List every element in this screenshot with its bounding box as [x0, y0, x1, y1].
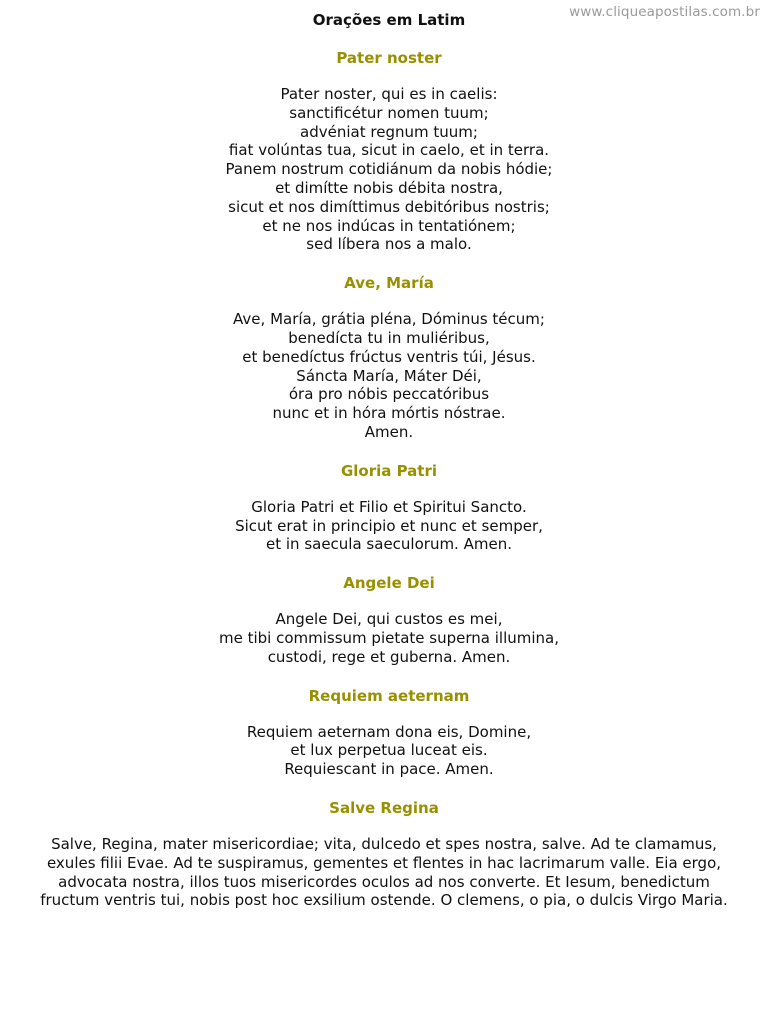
prayer-line: Ave, María, grátia pléna, Dóminus técum;	[233, 310, 545, 329]
prayer-line: et benedíctus frúctus ventris túi, Jésus.	[242, 347, 536, 366]
prayer-line: Panem nostrum cotidiánum da nobis hódie;	[225, 160, 553, 179]
prayer-line: Salve, Regina, mater misericordiae; vita, dulcedo et spes nostra, salve. Ad te clamamus,	[51, 834, 717, 853]
prayer-line: sed líbera nos a malo.	[306, 235, 472, 254]
prayer-line: sicut et nos dimíttimus debitóribus nostris;	[228, 197, 550, 216]
prayer-line: óra pro nóbis peccatóribus	[288, 385, 490, 404]
prayer-line: et lux perpetua luceat eis.	[290, 741, 488, 760]
section-heading: Requiem aeternam	[308, 686, 470, 705]
prayer-line: Requiem aeternam dona eis, Domine,	[246, 722, 532, 741]
section-heading: Gloria Patri	[340, 461, 438, 480]
prayer-line: sanctificétur nomen tuum;	[289, 103, 489, 122]
section-gloria-patri	[0, 461, 768, 554]
prayer-line: et in saecula saeculorum. Amen.	[266, 535, 512, 554]
prayer-line: fiat volúntas tua, sicut in caelo, et in terra.	[228, 141, 550, 160]
prayer-line: et dimítte nobis débita nostra,	[275, 178, 503, 197]
prayer-line: Angele Dei, qui custos es mei,	[275, 610, 503, 629]
prayer-line: Pater noster, qui es in caelis:	[280, 85, 498, 103]
section-heading: Salve Regina	[329, 798, 439, 817]
section-heading: Ave, María	[344, 274, 434, 293]
section-salve-regina	[0, 798, 768, 910]
prayer-line: nunc et in hóra mórtis nóstrae.	[272, 404, 506, 423]
section-angele-dei	[0, 573, 768, 666]
watermark-url: www.cliqueapostilas.com.br	[569, 4, 760, 20]
prayer-line: et ne nos indúcas in tentatiónem;	[262, 216, 516, 235]
prayer-line: exules filii Evae. Ad te suspiramus, gementes et flentes in hac lacrimarum valle. Eia ergo,	[46, 853, 722, 872]
prayer-line: me tibi commissum pietate superna illumina,	[218, 628, 559, 647]
prayer-line: Amen.	[364, 422, 414, 441]
section-pater-noster	[0, 48, 768, 254]
section-heading: Angele Dei	[343, 574, 435, 593]
section-ave-maria	[0, 273, 768, 442]
prayer-line: custodi, rege et guberna. Amen.	[267, 647, 511, 666]
prayer-line: Sáncta María, Máter Déi,	[296, 366, 482, 385]
prayer-line: advéniat regnum tuum;	[300, 122, 478, 141]
prayer-line: benedícta tu in muliéribus,	[288, 328, 490, 347]
prayer-line: Sicut erat in principio et nunc et semper,	[235, 516, 543, 535]
prayer-line: Gloria Patri et Filio et Spiritui Sancto.	[251, 497, 527, 516]
prayer-line: fructum ventris tui, nobis post hoc exsilium ostende. O clemens, o pia, o dulcis Virgo Maria.	[40, 891, 728, 910]
section-heading: Pater noster	[336, 49, 442, 67]
section-requiem-aeternam	[0, 686, 768, 779]
prayer-line: Requiescant in pace. Amen.	[284, 760, 494, 779]
page-title: Orações em Latim	[312, 11, 466, 29]
prayer-line: advocata nostra, illos tuos misericordes oculos ad nos converte. Et Iesum, benedictum	[58, 872, 710, 891]
prayers-content	[0, 48, 768, 929]
